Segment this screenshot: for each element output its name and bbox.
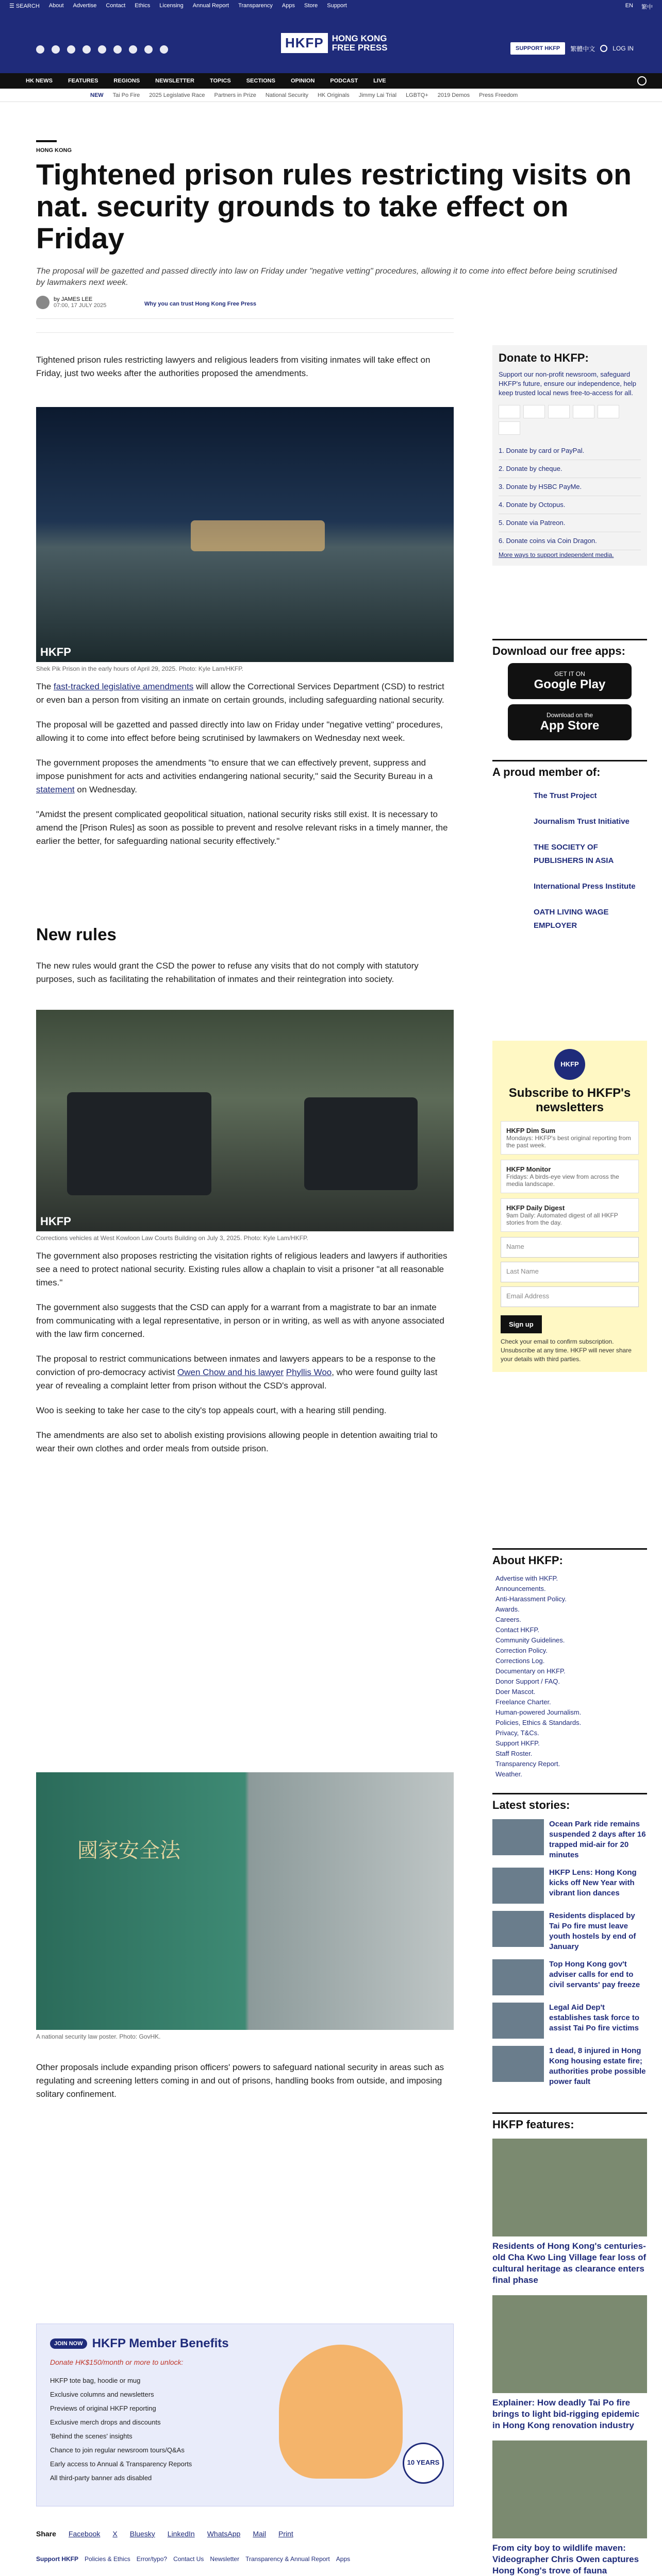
sub-nav-item[interactable]: Jimmy Lai Trial — [358, 92, 397, 98]
owen-chow-link[interactable]: Owen Chow and his lawyer — [177, 1367, 284, 1377]
story-title[interactable]: 1 dead, 8 injured in Hong Kong housing estate fire; authorities probe possible power fault — [549, 2046, 646, 2086]
sidebar-about — [492, 1548, 647, 1780]
donate-method[interactable]: 4. Donate by Octopus. — [499, 496, 641, 514]
latest-story[interactable] — [492, 1819, 647, 1860]
apps-title: Download our free apps: — [492, 639, 647, 658]
article-title: Tightened prison rules restricting visits on nat. security grounds to take effect on Friday — [36, 158, 632, 255]
member-orgs — [492, 779, 647, 933]
section-heading: New rules — [36, 925, 117, 944]
nsl-poster-photo — [36, 1772, 454, 2030]
bluesky-icon[interactable] — [144, 45, 153, 54]
policies-link[interactable]: Policies & Ethics — [85, 2555, 130, 2563]
benefit-item: Previews of original HKFP reporting — [50, 2404, 156, 2412]
story-title[interactable]: Residents displaced by Tai Po fire must leave youth hostels by end of January — [549, 1911, 636, 1951]
sidebar-members — [492, 760, 647, 945]
top-bar — [0, 0, 662, 11]
member-subtitle: Donate HK$150/month or more to unlock: — [50, 2358, 184, 2366]
author-avatar[interactable] — [36, 296, 49, 309]
sidebar-newsletter — [492, 1041, 647, 1372]
about-link[interactable]: Advertise with HKFP. — [495, 1574, 558, 1582]
support-button[interactable]: SUPPORT HKFP — [510, 42, 565, 55]
logo-text: HONG KONG FREE PRESS — [332, 33, 388, 53]
donate-text: Support our non-profit newsroom, safeguard HKFP's future, ensure our independence, help keep trusted local news free-to-access for all. — [499, 370, 636, 397]
article-kicker[interactable]: HONG KONG — [36, 147, 72, 154]
mascot-image — [279, 2345, 403, 2479]
paragraph: The amendments are also set to abolish existing provisions allowing people in detention awaiting trial to wear their own clothes and order meals from outside prison. — [36, 1430, 438, 1453]
paragraph: The new rules would grant the CSD the power to refuse any visits that do not comply with statutory purposes, such as facilitating the rehabilitation of inmates and their reintegration into society. — [36, 961, 419, 984]
phyllis-woo-link[interactable]: Phyllis Woo — [286, 1367, 332, 1377]
benefit-item: All third-party banner ads disabled — [50, 2474, 152, 2482]
feature-title[interactable]: Explainer: How deadly Tai Po fire brings to light bid-rigging epidemic in Hong Kong renovation industry — [492, 2398, 640, 2430]
about-link[interactable]: Anti-Harassment Policy. — [495, 1595, 567, 1603]
feature-photo — [492, 2139, 647, 2236]
member-benefits-box[interactable] — [36, 2324, 454, 2506]
share-link[interactable]: Print — [278, 2530, 293, 2538]
latest-title: Latest stories: — [492, 1793, 647, 1812]
top-links — [9, 3, 347, 9]
top-link[interactable]: Store — [304, 3, 318, 9]
nav-item[interactable]: TOPICS — [209, 78, 231, 84]
threads-icon[interactable] — [98, 45, 106, 54]
logo-mark: HKFP — [281, 33, 328, 53]
about-link[interactable]: Weather. — [495, 1770, 522, 1778]
social-icons — [36, 45, 168, 54]
legislation-link[interactable]: fast-tracked legislative amendments — [54, 682, 194, 691]
feature-title[interactable]: Residents of Hong Kong's centuries-old Cha Kwo Ling Village fear loss of cultural heritage as clearance enters final phase — [492, 2241, 647, 2285]
lang-switch[interactable]: 繁體中文 — [570, 45, 595, 53]
newsletter-name: HKFP Dim Sum — [506, 1127, 556, 1134]
about-link[interactable]: Contact HKFP. — [495, 1626, 540, 1634]
article-body-2 — [36, 680, 454, 859]
article-image-2 — [36, 1010, 454, 1242]
about-link[interactable]: Staff Roster. — [495, 1750, 533, 1757]
search-icon[interactable] — [637, 76, 647, 86]
email-input[interactable]: Email Address — [501, 1286, 639, 1307]
header-actions — [510, 42, 634, 55]
sub-nav-item[interactable]: 2025 Legislative Race — [149, 92, 205, 98]
telegram-icon[interactable] — [113, 45, 122, 54]
member-org-logo[interactable]: The Trust Project — [534, 791, 597, 800]
about-title: About HKFP: — [492, 1548, 647, 1567]
member-title: HKFP Member Benefits — [92, 2336, 229, 2350]
share-link[interactable]: X — [112, 2530, 118, 2538]
story-thumbnail — [492, 2046, 544, 2082]
about-link[interactable]: Corrections Log. — [495, 1657, 545, 1665]
article-body-4 — [36, 1249, 454, 1467]
features-title: HKFP features: — [492, 2112, 647, 2131]
story-title[interactable]: HKFP Lens: Hong Kong kicks off New Year with vibrant lion dances — [549, 1868, 637, 1897]
donate-title: Donate to HKFP: — [499, 351, 589, 364]
hkfp-watermark: HKFP — [40, 646, 71, 658]
about-link[interactable]: Human-powered Journalism. — [495, 1708, 582, 1716]
more-ways-link[interactable]: More ways to support independent media. — [499, 551, 614, 558]
name-input[interactable]: Name — [501, 1237, 639, 1258]
author-name[interactable]: by JAMES LEE — [54, 296, 93, 302]
about-link[interactable]: Policies, Ethics & Standards. — [495, 1719, 582, 1726]
paragraph: The fast-tracked legislative amendments will allow the Correctional Services Department (CSD) to restrict or even ban a person from visiting an inmate on certain grounds, including safeguarding national security. — [36, 682, 444, 705]
hkfp-watermark: HKFP — [40, 1215, 71, 1228]
payment-icon — [499, 421, 520, 435]
site-header — [0, 11, 662, 73]
sub-nav-item[interactable]: HK Originals — [317, 92, 350, 98]
instagram-icon[interactable] — [67, 45, 75, 54]
support-links — [36, 2555, 350, 2563]
site-logo[interactable] — [281, 33, 389, 53]
feature-photo — [492, 2295, 647, 2393]
feature-story[interactable] — [492, 2139, 647, 2286]
newsletter-link[interactable]: Newsletter — [210, 2555, 240, 2563]
benefit-item: HKFP tote bag, hoodie or mug — [50, 2377, 141, 2384]
feature-photo — [492, 2441, 647, 2538]
x-icon[interactable] — [52, 45, 60, 54]
payment-logos — [499, 405, 641, 435]
nav-item[interactable]: HK NEWS — [26, 78, 53, 84]
join-badge[interactable]: JOIN NOW — [50, 2338, 87, 2349]
newsletter-title: Subscribe to HKFP's newsletters — [508, 1086, 631, 1114]
payment-icon — [548, 405, 570, 418]
paragraph: Tightened prison rules restricting lawyers and religious leaders from visiting inmates will take effect on Friday, just two weeks after the authorities proposed the amendments. — [36, 355, 431, 378]
newsletter-name: HKFP Daily Digest — [506, 1204, 565, 1212]
about-link[interactable]: Transparency Report. — [495, 1760, 560, 1768]
lang-link[interactable]: EN — [625, 3, 633, 9]
benefit-item: Early access to Annual & Transparency Reports — [50, 2460, 192, 2468]
member-org-logo[interactable]: THE SOCIETY OF PUBLISHERS IN ASIA — [534, 843, 614, 865]
lang-links — [625, 3, 653, 11]
hkfp-circle-logo: HKFP — [554, 1049, 585, 1080]
top-link[interactable]: Advertise — [73, 3, 97, 9]
image-caption: A national security law poster. Photo: GovHK. — [36, 2033, 161, 2040]
share-row — [36, 2530, 293, 2538]
donate-method[interactable]: 3. Donate by HSBC PayMe. — [499, 478, 641, 496]
nav-item[interactable]: NEWSLETTER — [155, 78, 194, 84]
sub-nav-item[interactable]: LGBTQ+ — [406, 92, 428, 98]
features-list — [492, 2139, 647, 2576]
support-hkfp-link[interactable]: Support HKFP — [36, 2555, 78, 2563]
last-name-input[interactable]: Last Name — [501, 1262, 639, 1282]
top-link[interactable]: Transparency — [238, 3, 273, 9]
latest-story[interactable] — [492, 1868, 647, 1904]
donate-box — [492, 345, 647, 566]
top-link[interactable]: About — [48, 3, 64, 9]
top-link[interactable]: Licensing — [159, 3, 184, 9]
nav-item[interactable]: SECTIONS — [246, 78, 275, 84]
benefit-item: Exclusive columns and newsletters — [50, 2391, 154, 2398]
article-standfirst: The proposal will be gazetted and passed directly into law on Friday under "negative vetting" procedures, allowing it to come into effect before being scrutinised by lawmakers next week. — [36, 267, 617, 287]
publish-date: 07:00, 17 JULY 2025 — [54, 302, 107, 309]
report-link[interactable]: Transparency & Annual Report — [245, 2555, 330, 2563]
donate-methods — [499, 442, 641, 550]
main-nav — [0, 73, 662, 89]
donate-method[interactable]: 1. Donate by card or PayPal. — [499, 442, 641, 460]
story-title[interactable]: Legal Aid Dep't establishes task force to assist Tai Po fire victims — [549, 2003, 640, 2032]
article-body-5 — [36, 2061, 454, 2112]
share-bar-top — [36, 318, 454, 333]
newsletter-box — [492, 1041, 647, 1372]
trust-link[interactable]: Why you can trust Hong Kong Free Press — [144, 301, 256, 307]
about-link[interactable]: Donor Support / FAQ. — [495, 1677, 560, 1685]
contact-link[interactable]: Contact Us — [173, 2555, 204, 2563]
share-link[interactable]: LinkedIn — [167, 2530, 195, 2538]
facebook-icon[interactable] — [36, 45, 44, 54]
story-thumbnail — [492, 1911, 544, 1947]
share-link[interactable]: Bluesky — [129, 2530, 155, 2538]
story-thumbnail — [492, 1959, 544, 1995]
latest-story[interactable] — [492, 2046, 647, 2087]
member-org-logo[interactable]: International Press Institute — [534, 882, 636, 891]
signup-button[interactable]: Sign up — [501, 1315, 542, 1333]
about-link[interactable]: Announcements. — [495, 1585, 546, 1592]
sub-nav-items — [90, 92, 518, 98]
paragraph: The government proposes the amendments "to ensure that we can effectively prevent, suppress and impose punishment for acts and activities endangering national security," said the Security Bureau in a statement on Wednesday. — [36, 758, 433, 794]
newsletter-option[interactable] — [501, 1121, 639, 1155]
app-store-button[interactable]: Download on the App Store — [508, 704, 632, 740]
sidebar-donate — [492, 345, 647, 566]
latest-story[interactable] — [492, 1911, 647, 1952]
sidebar-latest — [492, 1793, 647, 2094]
benefit-item: Chance to join regular newsroom tours/Q&As — [50, 2446, 185, 2454]
member-org-logo[interactable]: OATH LIVING WAGE EMPLOYER — [534, 908, 609, 930]
newsletter-option[interactable] — [501, 1160, 639, 1193]
prison-photo — [36, 407, 454, 662]
payment-icon — [598, 405, 619, 418]
benefit-item: Exclusive merch drops and discounts — [50, 2418, 161, 2426]
about-link[interactable]: Correction Policy. — [495, 1647, 548, 1654]
kicker-rule — [36, 140, 57, 142]
benefit-item: 'Behind the scenes' insights — [50, 2432, 133, 2440]
newsletter-desc: 9am Daily: Automated digest of all HKFP stories from the day. — [506, 1212, 618, 1226]
youtube-icon[interactable] — [82, 45, 91, 54]
image-caption: Corrections vehicles at West Kowloon Law Courts Building on July 3, 2025. Photo: Kyle Lam/HKFP. — [36, 1234, 308, 1242]
login-link[interactable]: LOG IN — [613, 45, 634, 52]
newsletter-name: HKFP Monitor — [506, 1165, 551, 1173]
about-link[interactable]: Privacy, T&Cs. — [495, 1729, 539, 1737]
top-link[interactable]: ☰ SEARCH — [9, 3, 40, 9]
byline — [36, 296, 106, 309]
paragraph: The government also suggests that the CSD can apply for a warrant from a magistrate to bar an inmate from communicating with a legal representative, in person or in writing, as well as with anyone associated with the law firm concerned. — [36, 1302, 444, 1339]
about-list — [492, 1573, 647, 1780]
newsletter-note: Check your email to confirm subscription. Unsubscribe at any time. HKFP will never share your details with third parties. — [501, 1338, 632, 1363]
paragraph: Woo is seeking to take her case to the city's top appeals court, with a hearing still pending. — [36, 1405, 387, 1415]
about-link[interactable]: Freelance Charter. — [495, 1698, 551, 1706]
article-image-3 — [36, 1772, 454, 2040]
statement-link[interactable]: statement — [36, 785, 75, 794]
payment-icon — [523, 405, 545, 418]
nav-item[interactable]: PODCAST — [330, 78, 358, 84]
story-title[interactable]: Ocean Park ride remains suspended 2 days after 16 trapped mid-air for 20 minutes — [549, 1820, 646, 1859]
payment-icon — [499, 405, 520, 418]
newsletter-desc: Fridays: A birds-eye view from across the media landscape. — [506, 1173, 619, 1188]
story-thumbnail — [492, 2003, 544, 2039]
member-org-logo[interactable]: Journalism Trust Initiative — [534, 817, 630, 826]
nav-item[interactable]: LIVE — [373, 78, 386, 84]
top-link[interactable]: Apps — [282, 3, 295, 9]
new-label: NEW — [90, 92, 104, 98]
error-link[interactable]: Error/typo? — [136, 2555, 168, 2563]
user-icon[interactable] — [600, 45, 607, 52]
paragraph: The government also proposes restricting the visitation rights of religious leaders and lawyers if authorities see a need to protect national security. Existing rules allow a chaplain to visit a prisoner "at all reasonable times." — [36, 1251, 448, 1287]
share-link[interactable]: Mail — [253, 2530, 266, 2538]
apps-link[interactable]: Apps — [336, 2555, 351, 2563]
lang-link[interactable]: 繁中 — [641, 4, 653, 10]
paragraph: The proposal will be gazetted and passed directly into law on Friday under "negative vetting" procedures, allowing it to come into effect before being scrutinised by lawmakers on Wednesday next week. — [36, 720, 443, 743]
sub-nav-item[interactable]: Tai Po Fire — [112, 92, 140, 98]
vehicles-photo — [36, 1010, 454, 1231]
sub-nav — [0, 89, 662, 102]
article-image-1 — [36, 407, 454, 672]
paragraph: "Amidst the present complicated geopolitical situation, national security risks still exist. It is necessary to amend the [Prison Rules] as soon as possible to prevent and resolve relevant risks in a timely manner, the earlier the better, for safeguarding national security effectively." — [36, 809, 448, 846]
top-link[interactable]: Ethics — [135, 3, 151, 9]
about-link[interactable]: Careers. — [495, 1616, 521, 1623]
top-link[interactable]: Support — [327, 3, 347, 9]
linkedin-icon[interactable] — [160, 45, 168, 54]
latest-list — [492, 1819, 647, 2087]
nav-items — [26, 78, 386, 84]
feature-title[interactable]: From city boy to wildlife maven: Videographer Chris Owen captures Hong Kong's trove of fauna — [492, 2543, 639, 2575]
share-link[interactable]: Share — [36, 2530, 56, 2538]
article-body-3 — [36, 959, 454, 997]
sidebar-features — [492, 2112, 647, 2576]
sub-nav-item[interactable]: Partners in Prize — [214, 92, 256, 98]
feature-story[interactable] — [492, 2441, 647, 2576]
poster-art: 國家安全法 — [77, 1839, 180, 1862]
newsletter-desc: Mondays: HKFP's best original reporting from the past week. — [506, 1134, 631, 1149]
about-link[interactable]: Awards. — [495, 1605, 520, 1613]
sub-nav-item[interactable]: Press Freedom — [479, 92, 518, 98]
donate-method[interactable]: 2. Donate by cheque. — [499, 460, 641, 478]
story-thumbnail — [492, 1868, 544, 1904]
about-link[interactable]: Documentary on HKFP. — [495, 1667, 566, 1675]
members-title: A proud member of: — [492, 760, 647, 779]
latest-story[interactable] — [492, 2003, 647, 2039]
top-link[interactable]: Annual Report — [192, 3, 229, 9]
share-link[interactable]: WhatsApp — [207, 2530, 241, 2538]
about-link[interactable]: Doer Mascot. — [495, 1688, 536, 1696]
story-thumbnail — [492, 1819, 544, 1855]
sub-nav-item[interactable]: 2019 Demos — [437, 92, 470, 98]
sub-nav-item[interactable]: National Security — [265, 92, 308, 98]
newsletter-option[interactable] — [501, 1198, 639, 1232]
share-link[interactable]: Facebook — [68, 2530, 101, 2538]
benefit-list — [50, 2374, 192, 2485]
payment-icon — [573, 405, 594, 418]
about-link[interactable]: Community Guidelines. — [495, 1636, 565, 1644]
sidebar-apps — [492, 639, 647, 745]
nav-item[interactable]: OPINION — [290, 78, 315, 84]
about-link[interactable]: Support HKFP. — [495, 1739, 540, 1747]
google-play-button[interactable]: GET IT ON Google Play — [508, 663, 632, 699]
image-caption: Shek Pik Prison in the early hours of April 29, 2025. Photo: Kyle Lam/HKFP. — [36, 665, 243, 672]
nav-item[interactable]: REGIONS — [113, 78, 140, 84]
article-body-1 — [36, 353, 454, 392]
latest-story[interactable] — [492, 1959, 647, 1995]
paragraph: The proposal to restrict communications between inmates and lawyers appears to be a response to the conviction of pro-democracy activist Owen Chow and his lawyer Phyllis Woo, who were found guilty last year of revealing a complaint letter from prison without the CSD's approval. — [36, 1354, 438, 1391]
story-title[interactable]: Top Hong Kong gov't adviser calls for end to civil servants' pay freeze — [549, 1960, 640, 1989]
feature-story[interactable] — [492, 2295, 647, 2431]
whatsapp-icon[interactable] — [129, 45, 137, 54]
nav-item[interactable]: FEATURES — [68, 78, 98, 84]
anniversary-badge: 10 YEARS — [403, 2443, 444, 2484]
paragraph: Other proposals include expanding prison officers' powers to safeguard national security in areas such as regulating and screening letters coming in and out of prisons, handling books from outside, and imposing solitary confinement. — [36, 2062, 444, 2099]
top-link[interactable]: Contact — [106, 3, 126, 9]
donate-method[interactable]: 6. Donate coins via Coin Dragon. — [499, 532, 641, 550]
donate-method[interactable]: 5. Donate via Patreon. — [499, 514, 641, 532]
